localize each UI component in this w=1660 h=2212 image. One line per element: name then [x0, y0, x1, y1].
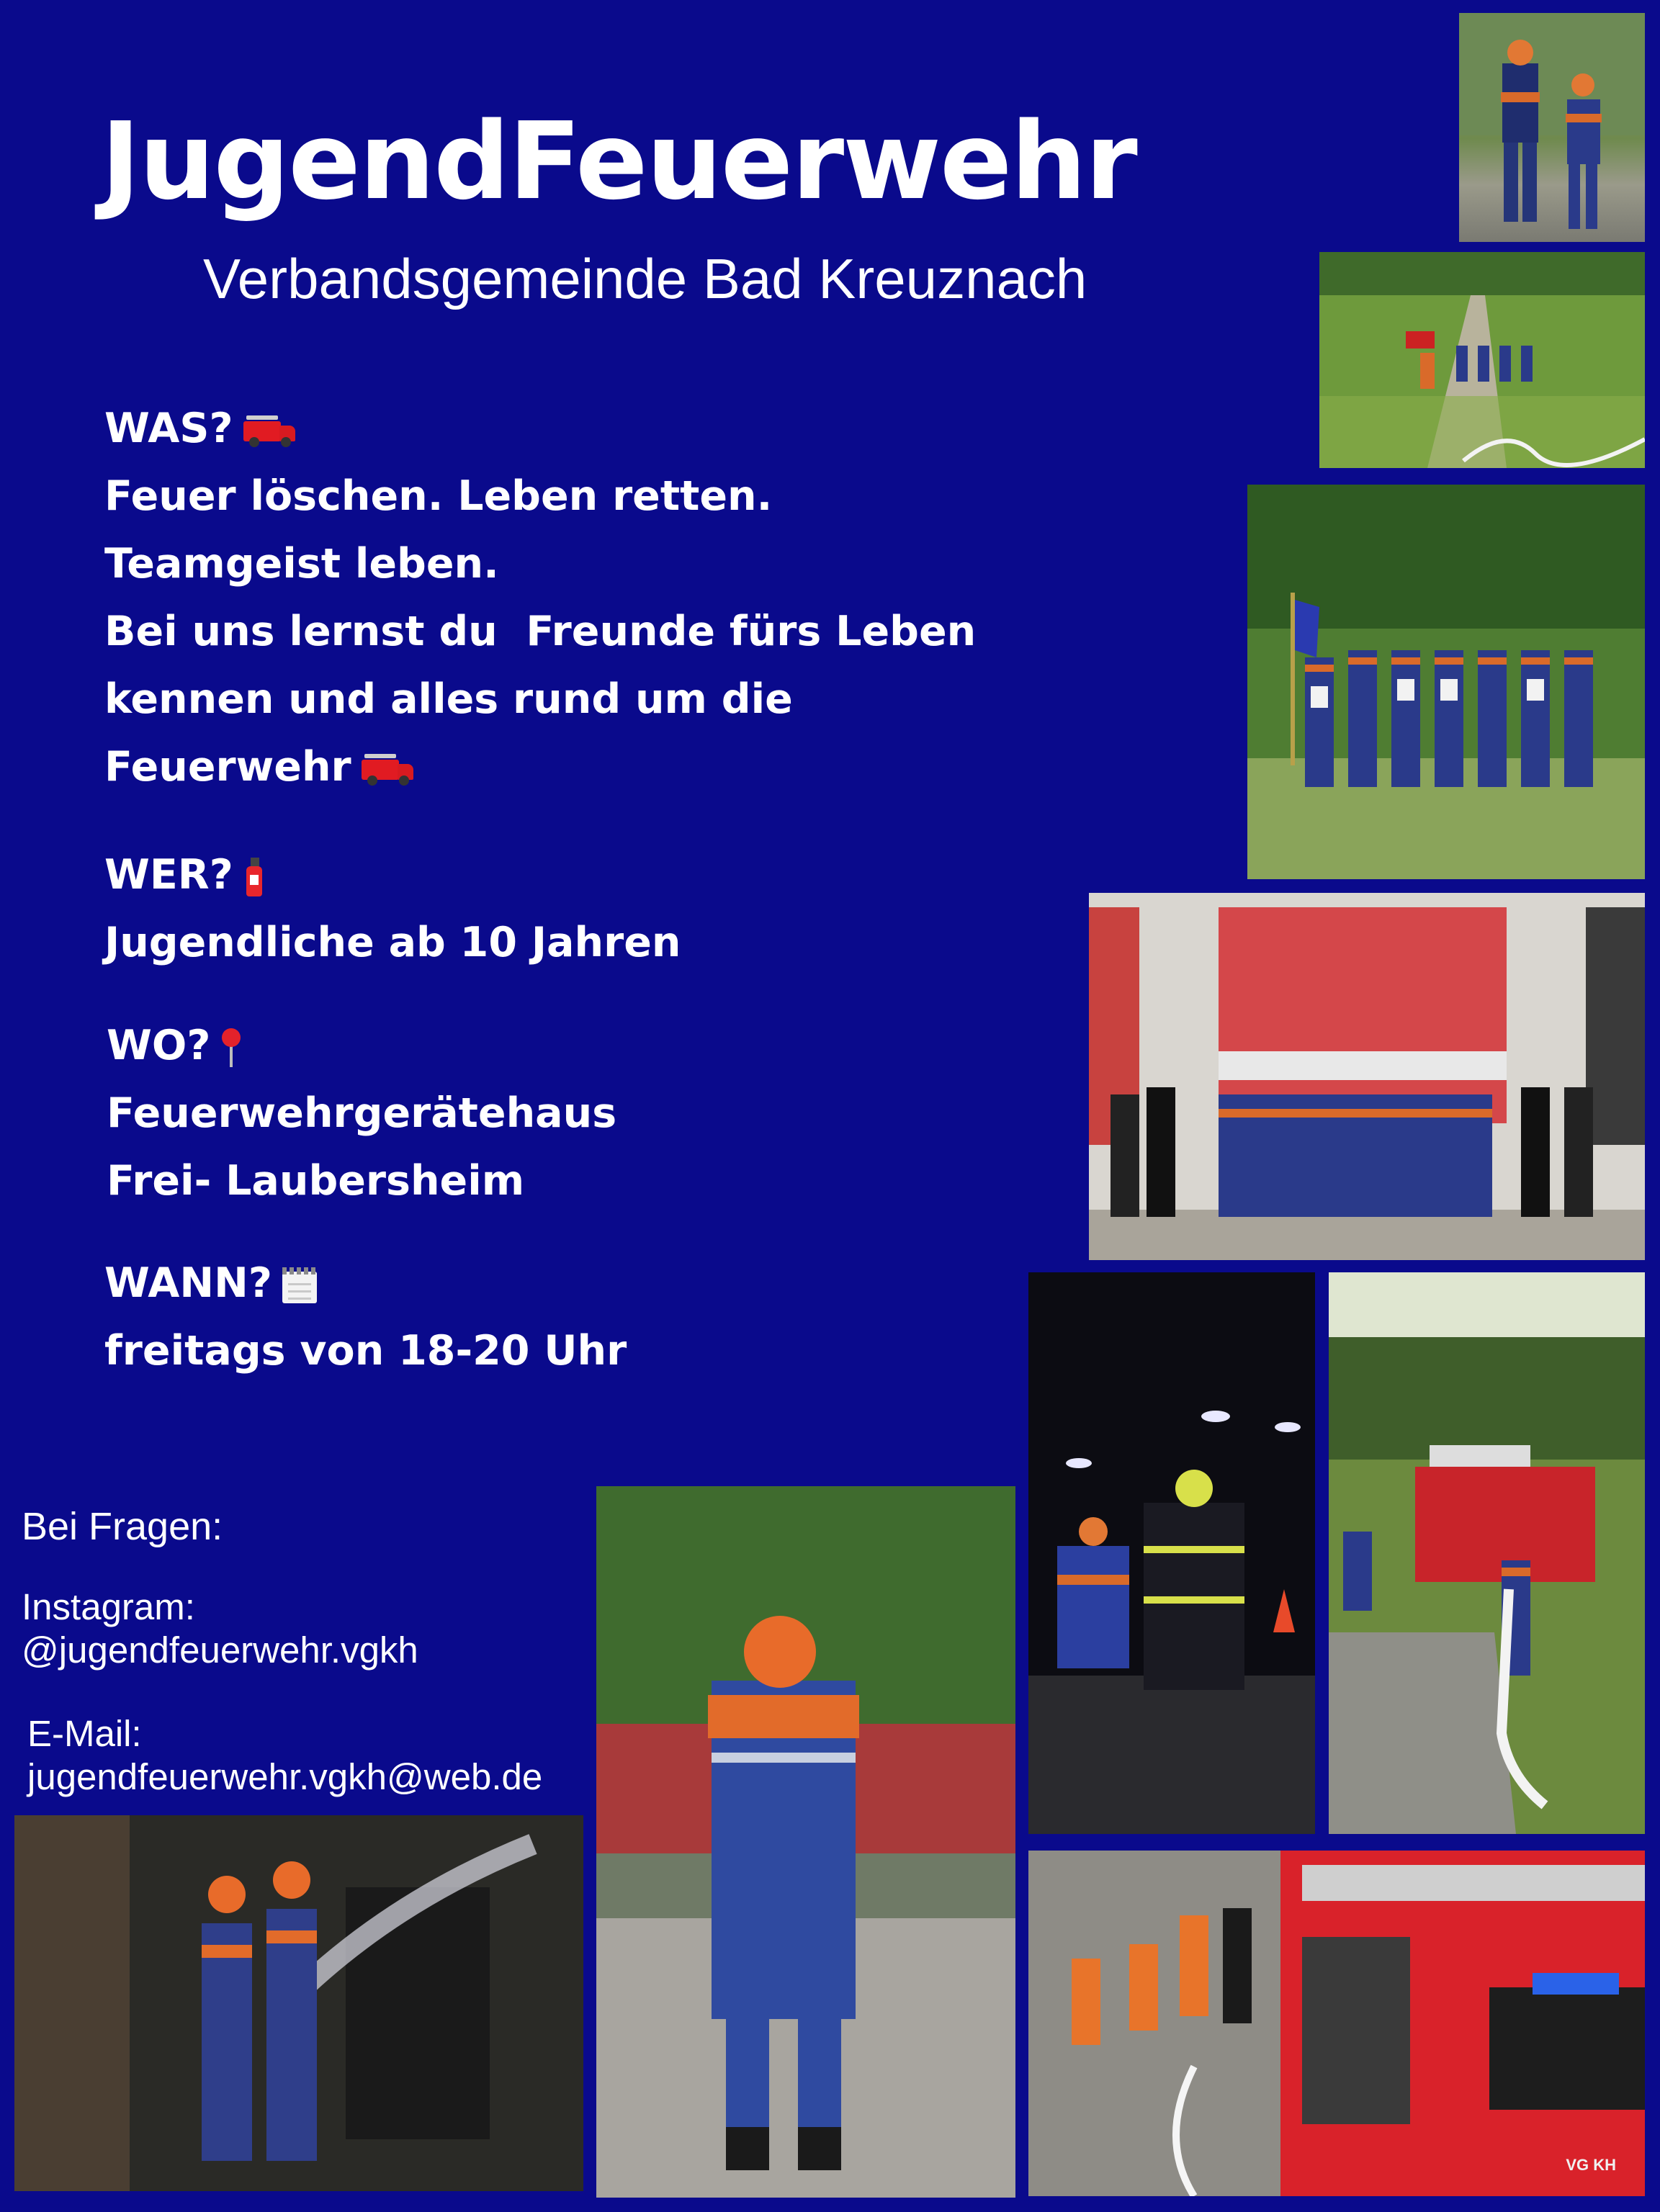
was-line: Feuerwehr — [104, 743, 351, 791]
photo-water-spray-illustration — [14, 1815, 583, 2191]
contact-intro: Bei Fragen: — [22, 1505, 223, 1548]
email-address[interactable]: jugendfeuerwehr.vgkh@web.de — [27, 1756, 543, 1797]
photo-night-exercise-illustration — [1028, 1272, 1315, 1834]
fire-truck-icon — [243, 414, 295, 447]
photo-fire-truck-team-illustration — [1028, 1851, 1645, 2196]
photo-group-station-illustration — [1089, 893, 1645, 1260]
wo-line: Feuerwehrgerätehaus — [107, 1089, 617, 1137]
wo-line: Frei- Laubersheim — [107, 1157, 525, 1205]
fire-truck-icon — [362, 752, 413, 786]
page-title: JugendFeuerwehr — [101, 99, 1136, 223]
section-wo — [107, 1012, 616, 1215]
was-line: Bei uns lernst du Freunde fürs Leben — [104, 608, 977, 655]
instagram-block — [22, 1586, 418, 1672]
photo-group-certificates — [1247, 485, 1645, 879]
photo-fire-truck-team — [1028, 1851, 1645, 2196]
wer-heading: WER? — [104, 851, 233, 899]
photo-group-station — [1089, 893, 1645, 1260]
instagram-label: Instagram: — [22, 1586, 195, 1627]
section-wann — [104, 1249, 627, 1385]
section-was — [104, 395, 976, 801]
was-line: kennen und alles rund um die — [104, 675, 793, 723]
wo-heading: WO? — [107, 1022, 211, 1069]
email-block — [27, 1712, 542, 1799]
instagram-handle[interactable]: @jugendfeuerwehr.vgkh — [22, 1629, 418, 1671]
wann-line: freitags von 18-20 Uhr — [104, 1327, 627, 1375]
wer-line: Jugendliche ab 10 Jahren — [104, 919, 681, 966]
was-line: Teamgeist leben. — [104, 540, 499, 588]
photo-water-spray — [14, 1815, 583, 2191]
photo-road-hose — [1319, 252, 1645, 468]
email-label: E-Mail: — [27, 1713, 142, 1754]
vehicle-plate: VG KH — [1566, 2156, 1616, 2174]
photo-boy-helmet — [596, 1486, 1015, 2198]
wann-heading: WANN? — [104, 1259, 272, 1307]
photo-walking-pair-illustration — [1459, 13, 1645, 242]
section-wer — [104, 841, 681, 976]
photo-vehicle-field-illustration — [1329, 1272, 1645, 1834]
photo-road-hose-illustration — [1319, 252, 1645, 468]
photo-vehicle-field — [1329, 1272, 1645, 1834]
photo-walking-pair — [1459, 13, 1645, 242]
fire-extinguisher-icon — [243, 858, 265, 896]
location-pin-icon — [220, 1028, 242, 1067]
was-heading: WAS? — [104, 405, 233, 452]
page-subtitle: Verbandsgemeinde Bad Kreuznach — [203, 247, 1087, 310]
photo-group-certificates-illustration — [1247, 485, 1645, 879]
calendar-icon — [282, 1267, 318, 1303]
was-line: Feuer löschen. Leben retten. — [104, 472, 773, 520]
photo-boy-helmet-illustration — [596, 1486, 1015, 2198]
photo-night-exercise — [1028, 1272, 1315, 1834]
